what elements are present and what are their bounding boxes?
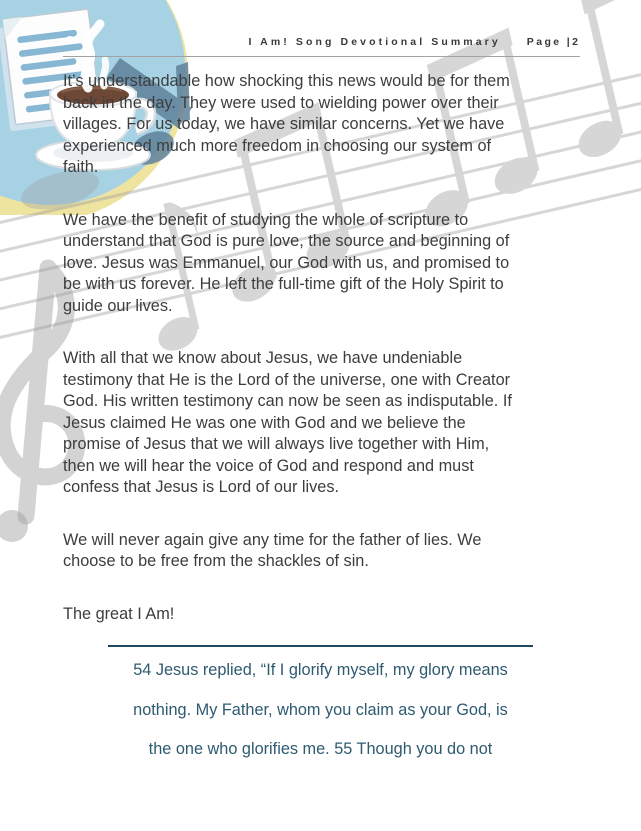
text-line: understand that God is pure love, the source and beginning of [63, 232, 510, 250]
paragraph [63, 71, 583, 179]
header-page-label: Page | [526, 36, 573, 48]
text-line: guide our lives. [63, 296, 173, 315]
page-header [249, 36, 579, 48]
text-line: testimony that He is the Lord of the universe, one with Creator [63, 370, 511, 389]
paragraph [63, 348, 583, 499]
text-line: 54 Jesus replied, “If I glorify myself, my glory means [133, 661, 508, 679]
text-line: love. Jesus was Emmanuel, our God with us, and promised to [63, 253, 510, 272]
text-line: then we will hear the voice of God and respond and must [63, 456, 474, 475]
body-text [63, 71, 583, 625]
quote-divider [108, 645, 533, 647]
header-page [527, 36, 578, 48]
text-line: With all that we know about Jesus, we have undeniable [63, 349, 463, 367]
text-line: Jesus claimed He was one with God and we believe the [63, 413, 466, 432]
text-line: We have the benefit of studying the whole of scripture to [63, 210, 469, 229]
text-line: villages. For us today, we have similar concerns. Yet we have [63, 115, 505, 133]
text-line: nothing. My Father, whom you claim as your God, is [133, 700, 508, 719]
text-line: We will never again give any time for the father of lies. We [63, 530, 482, 549]
paragraph [63, 530, 583, 573]
header-rule [63, 56, 580, 57]
paragraph [63, 604, 583, 626]
text-line: promise of Jesus that we will always live together with Him, [63, 435, 490, 453]
text-line: faith. [63, 158, 99, 176]
text-line: choose to be free from the shackles of sin. [63, 552, 369, 570]
text-line: God. His written testimony can now be seen as indisputable. If [63, 392, 512, 410]
text-line: the one who glorifies me. 55 Though you do not [148, 740, 493, 758]
text-line: experienced much more freedom in choosing our system of [63, 136, 492, 155]
text-line: confess that Jesus is Lord of our lives. [63, 478, 340, 496]
text-line: be with us forever. He left the full-time gift of the Holy Spirit to [63, 275, 504, 293]
paragraph [98, 651, 543, 770]
header-page-number: 2 [572, 36, 578, 48]
paragraph [63, 210, 583, 318]
text-line: The great I Am! [63, 604, 175, 623]
text-line: back in the day. They were used to wielding power over their [63, 93, 499, 112]
scripture-quote [98, 651, 543, 770]
header-title: I Am! Song Devotional Summary [248, 36, 501, 48]
text-line: It’s understandable how shocking this news would be for them [63, 72, 510, 90]
